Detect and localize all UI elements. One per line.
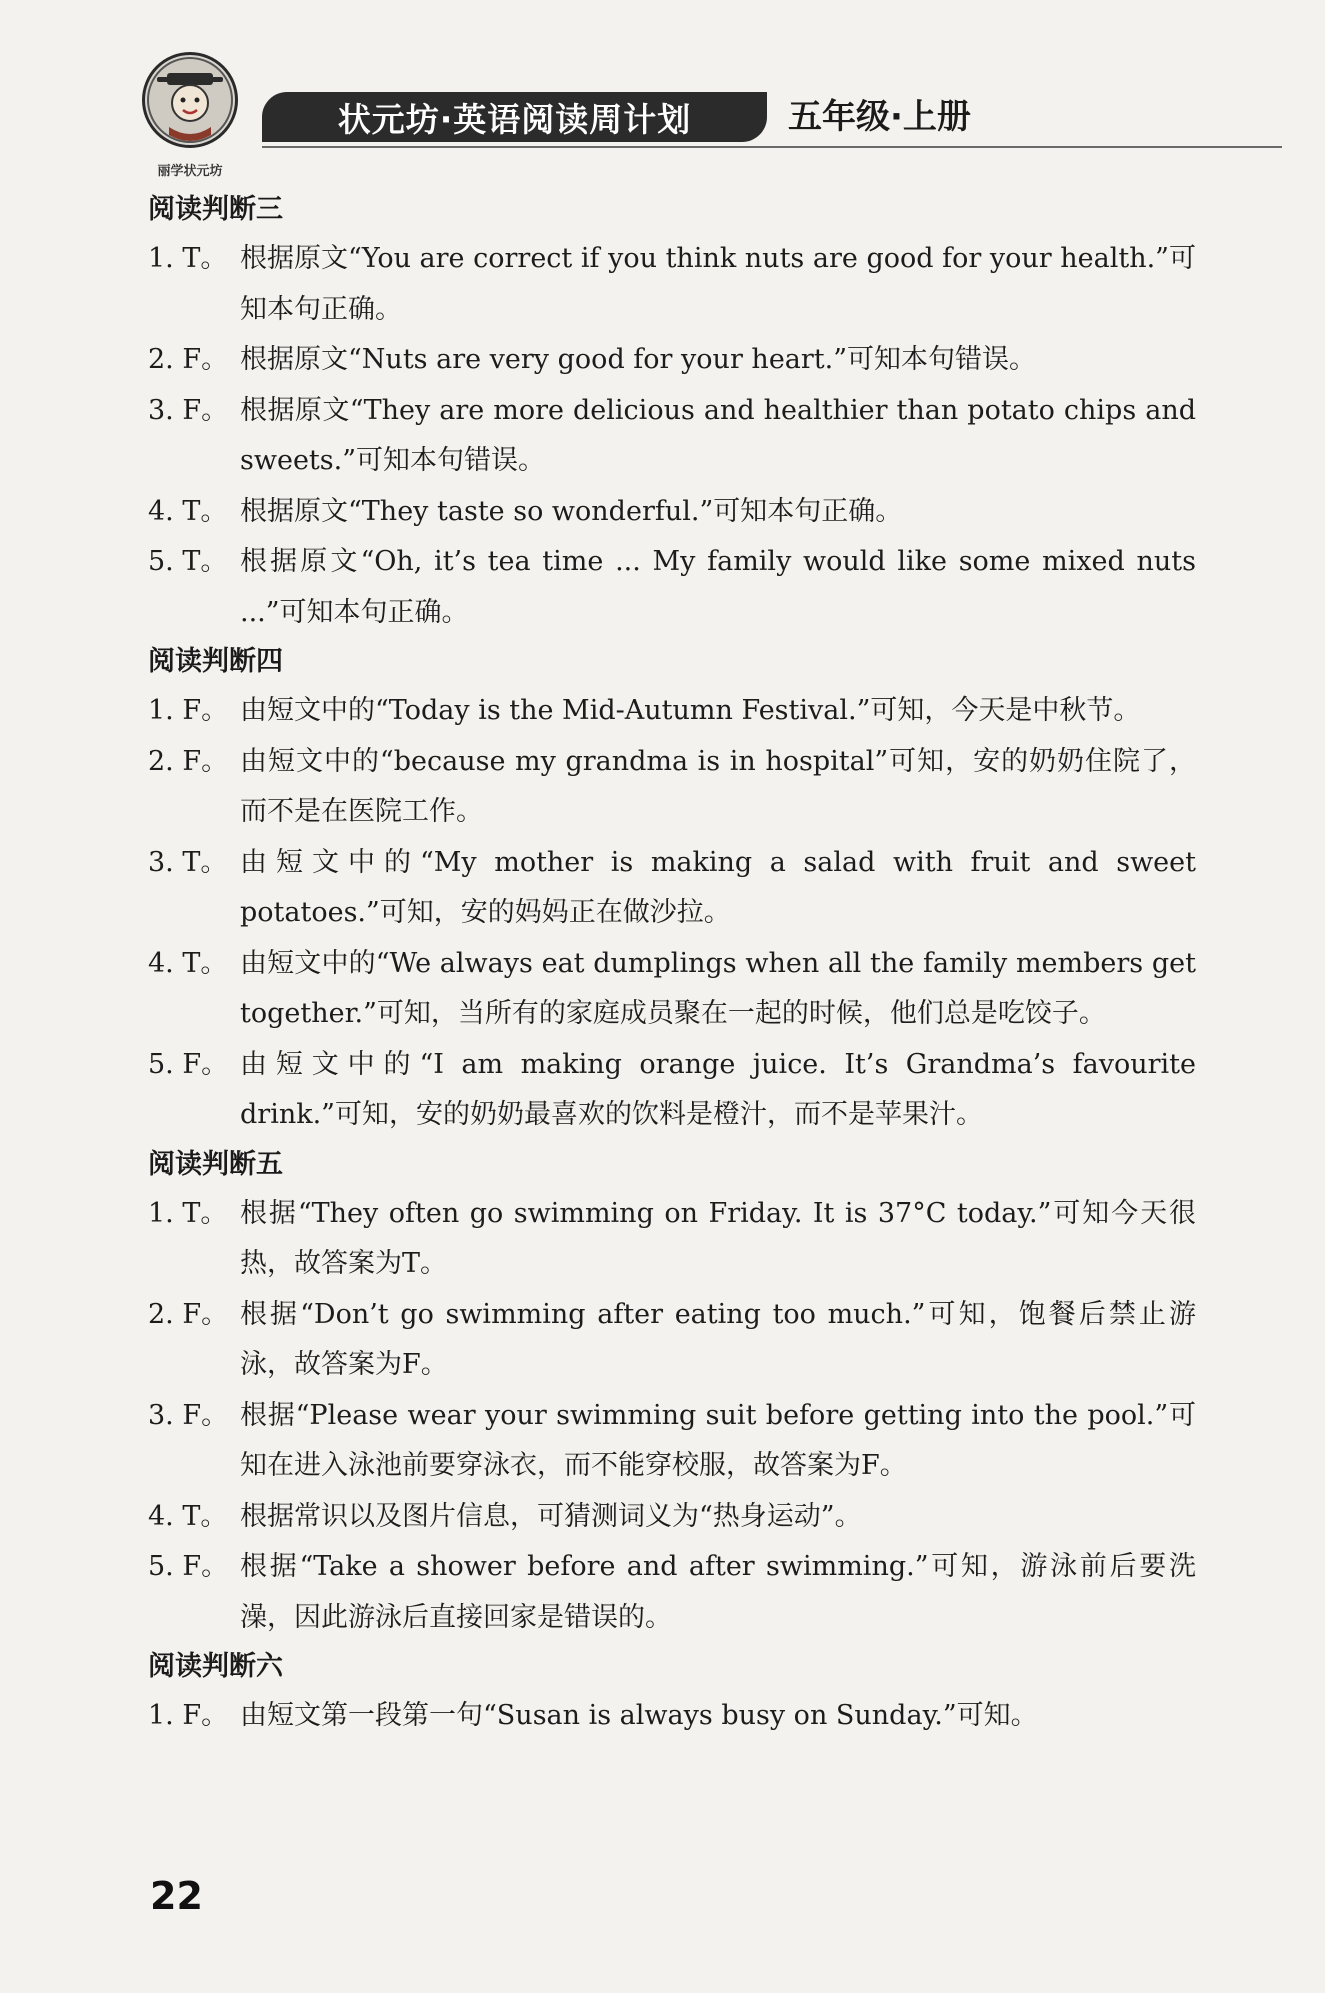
answer-number: 5. F。 xyxy=(148,1048,229,1080)
answer-item xyxy=(148,838,1196,939)
answer-number: 4. T。 xyxy=(148,1500,228,1532)
section-title: 阅读判断四 xyxy=(148,646,283,677)
answer-item xyxy=(148,1542,1196,1643)
page-number: 22 xyxy=(150,1874,203,1918)
answer-explanation: 根据原文“You are correct if you think nuts are good for your health.”可知本句正确。 xyxy=(240,243,1196,325)
answer-explanation: 由短文中的“We always eat dumplings when all the family members get together.”可知，当所有的家庭成员聚在一起的时候，他们总是吃饺子。 xyxy=(240,947,1196,1029)
answer-item xyxy=(148,737,1196,838)
section-title: 阅读判断五 xyxy=(148,1148,283,1180)
answer-number: 3. T。 xyxy=(148,846,228,878)
answer-explanation: 根据常识以及图片信息，可猜测词义为“热身运动”。 xyxy=(240,1500,862,1532)
answer-item xyxy=(148,335,1196,386)
answer-item xyxy=(148,939,1196,1040)
logo-caption: 丽学状元坊 xyxy=(157,164,223,179)
answer-explanation: 根据“They often go swimming on Friday. It is 37°C today.”可知今天很热，故答案为T。 xyxy=(240,1197,1196,1279)
answer-explanation: 由短文中的“My mother is making a salad with fruit and sweet potatoes.”可知，安的妈妈正在做沙拉。 xyxy=(240,846,1196,928)
answer-number: 4. T。 xyxy=(148,495,228,527)
answer-number: 3. F。 xyxy=(148,1399,229,1431)
answer-number: 4. T。 xyxy=(148,947,228,979)
section-title: 阅读判断三 xyxy=(148,194,283,225)
page-header xyxy=(0,0,1325,180)
header-divider xyxy=(262,146,1282,148)
answer-explanation: 根据“Please wear your swimming suit before getting into the pool.”可知在进入泳池前要穿泳衣，而不能穿校服，故答案为F。 xyxy=(240,1399,1196,1481)
answer-item xyxy=(148,1492,1196,1543)
scholar-mascot-icon xyxy=(145,55,235,145)
answer-explanation: 由短文中的“I am making orange juice. It’s Grandma’s favourite drink.”可知，安的奶奶最喜欢的饮料是橙汁，而不是苹果汁。 xyxy=(240,1048,1196,1130)
answer-explanation: 根据“Don’t go swimming after eating too much.”可知，饱餐后禁止游泳，故答案为F。 xyxy=(240,1298,1196,1380)
answer-item xyxy=(148,537,1196,638)
answer-number: 5. T。 xyxy=(148,546,228,577)
answer-number: 2. F。 xyxy=(148,344,229,375)
answer-number: 5. F。 xyxy=(148,1551,229,1582)
answer-item xyxy=(148,1391,1196,1492)
answer-explanation: 根据原文“Nuts are very good for your heart.”可知本句错误。 xyxy=(240,344,1037,375)
answer-explanation: 由短文中的“Today is the Mid-Autumn Festival.”可知，今天是中秋节。 xyxy=(240,695,1141,726)
answer-item xyxy=(148,1691,1196,1742)
answer-explanation: 由短文第一段第一句“Susan is always busy on Sunday.”可知。 xyxy=(240,1700,1038,1731)
section-title: 阅读判断六 xyxy=(148,1651,283,1682)
answer-number: 1. T。 xyxy=(148,1197,228,1229)
publisher-logo xyxy=(142,52,238,148)
answer-item xyxy=(148,386,1196,487)
grade-label: 五年级·上册 xyxy=(788,97,971,137)
answer-number: 1. F。 xyxy=(148,1700,229,1731)
answer-number: 1. T。 xyxy=(148,243,228,274)
answer-item xyxy=(148,234,1196,335)
answer-item xyxy=(148,1040,1196,1141)
answer-explanation: 根据原文“They are more delicious and healthier than potato chips and sweets.”可知本句错误。 xyxy=(240,394,1196,476)
answer-item xyxy=(148,1189,1196,1290)
answer-explanation: 根据“Take a shower before and after swimming.”可知，游泳前后要洗澡，因此游泳后直接回家是错误的。 xyxy=(240,1551,1196,1633)
answer-item xyxy=(148,686,1196,737)
answer-item xyxy=(148,1290,1196,1391)
answer-number: 1. F。 xyxy=(148,695,229,726)
answer-number: 3. F。 xyxy=(148,394,229,426)
answer-explanation: 根据原文“Oh, it’s tea time ... My family would like some mixed nuts ...”可知本句正确。 xyxy=(240,546,1196,628)
answer-number: 2. F。 xyxy=(148,1298,229,1330)
answer-content xyxy=(148,186,1196,1742)
answer-explanation: 由短文中的“because my grandma is in hospital”可知，安的奶奶住院了，而不是在医院工作。 xyxy=(240,745,1196,827)
answer-number: 2. F。 xyxy=(148,745,229,777)
series-title-banner: 状元坊·英语阅读周计划 xyxy=(262,92,767,142)
answer-item xyxy=(148,487,1196,538)
answer-explanation: 根据原文“They taste so wonderful.”可知本句正确。 xyxy=(240,495,903,527)
